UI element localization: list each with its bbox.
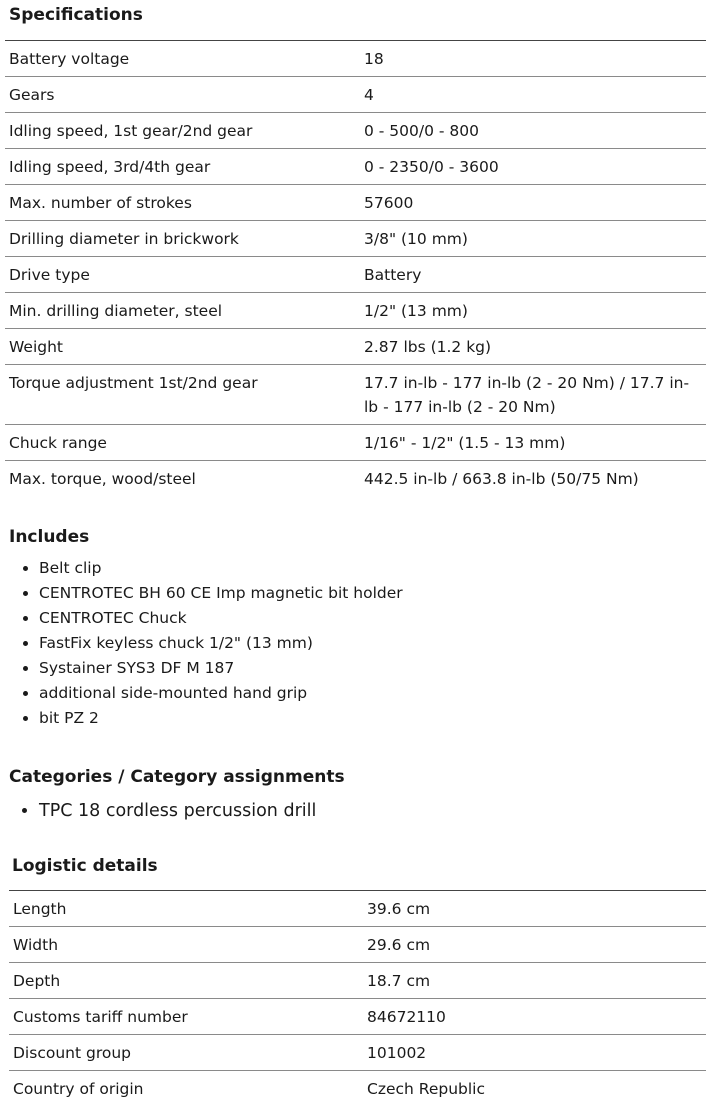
spec-value: 1/16" - 1/2" (1.5 - 13 mm) bbox=[364, 434, 566, 452]
spec-label: Gears bbox=[9, 86, 55, 104]
table-row bbox=[5, 41, 706, 77]
spec-label: Drive type bbox=[9, 266, 90, 284]
spec-label: Torque adjustment 1st/2nd gear bbox=[9, 374, 258, 392]
category-link[interactable]: • TPC 18 cordless percussion drill bbox=[39, 798, 316, 824]
specifications-table bbox=[5, 40, 706, 496]
spec-label: Chuck range bbox=[9, 434, 107, 452]
specifications-title: Specifications bbox=[9, 5, 143, 25]
logistic-label: Customs tariff number bbox=[13, 1008, 188, 1026]
list-item: • FastFix keyless chuck 1/2" (13 mm) bbox=[39, 631, 403, 656]
spec-label: Idling speed, 1st gear/2nd gear bbox=[9, 122, 253, 140]
spec-value: 1/2" (13 mm) bbox=[364, 302, 468, 320]
spec-value: 2.87 lbs (1.2 kg) bbox=[364, 338, 492, 356]
logistic-label: Depth bbox=[13, 972, 61, 990]
table-row bbox=[5, 77, 706, 113]
spec-value: 0 - 500/0 - 800 bbox=[364, 122, 480, 140]
list-item: • Systainer SYS3 DF M 187 bbox=[39, 656, 403, 681]
spec-value: 3/8" (10 mm) bbox=[364, 230, 468, 248]
spec-label: Idling speed, 3rd/4th gear bbox=[9, 158, 211, 176]
logistic-value: 84672110 bbox=[367, 1008, 446, 1026]
list-item: • Belt clip bbox=[39, 556, 403, 581]
spec-value: 17.7 in-lb - 177 in-lb (2 - 20 Nm) / 17.7 in-lb - 177 in-lb (2 - 20 Nm) bbox=[364, 374, 690, 416]
logistic-value: 101002 bbox=[367, 1044, 427, 1062]
table-row bbox=[9, 1071, 706, 1106]
table-row bbox=[9, 1035, 706, 1071]
spec-label: Max. torque, wood/steel bbox=[9, 470, 196, 488]
logistic-label: Length bbox=[13, 900, 67, 918]
logistic-value: 18.7 cm bbox=[367, 972, 431, 990]
spec-label: Weight bbox=[9, 338, 64, 356]
spec-value: 57600 bbox=[364, 194, 414, 212]
table-row bbox=[5, 149, 706, 185]
includes-list bbox=[20, 556, 403, 731]
spec-value: 4 bbox=[364, 86, 374, 104]
includes-title: Includes bbox=[9, 527, 90, 547]
logistics-title: Logistic details bbox=[12, 856, 158, 876]
logistic-value: Czech Republic bbox=[367, 1080, 486, 1098]
table-row bbox=[9, 963, 706, 999]
list-item: • additional side-mounted hand grip bbox=[39, 681, 403, 706]
table-row bbox=[9, 891, 706, 927]
list-item: • bit PZ 2 bbox=[39, 706, 403, 731]
table-row bbox=[5, 185, 706, 221]
table-row bbox=[5, 113, 706, 149]
spec-label: Min. drilling diameter, steel bbox=[9, 302, 223, 320]
spec-label: Battery voltage bbox=[9, 50, 130, 68]
table-row bbox=[9, 999, 706, 1035]
spec-value: Battery bbox=[364, 266, 422, 284]
table-row bbox=[5, 461, 706, 496]
table-row bbox=[5, 365, 706, 425]
categories-list bbox=[20, 798, 316, 824]
table-row bbox=[9, 927, 706, 963]
list-item: • CENTROTEC Chuck bbox=[39, 606, 403, 631]
spec-label: Drilling diameter in brickwork bbox=[9, 230, 239, 248]
table-row bbox=[5, 425, 706, 461]
logistic-label: Discount group bbox=[13, 1044, 131, 1062]
logistic-value: 39.6 cm bbox=[367, 900, 431, 918]
table-row bbox=[5, 257, 706, 293]
table-row bbox=[5, 221, 706, 257]
spec-value: 442.5 in-lb / 663.8 in-lb (50/75 Nm) bbox=[364, 470, 639, 488]
logistic-label: Width bbox=[13, 936, 59, 954]
spec-value: 0 - 2350/0 - 3600 bbox=[364, 158, 499, 176]
spec-label: Max. number of strokes bbox=[9, 194, 192, 212]
logistics-table bbox=[9, 890, 706, 1106]
list-item: • CENTROTEC BH 60 CE Imp magnetic bit holder bbox=[39, 581, 403, 606]
spec-value: 18 bbox=[364, 50, 384, 68]
table-row bbox=[5, 329, 706, 365]
categories-title: Categories / Category assignments bbox=[9, 767, 345, 787]
logistic-label: Country of origin bbox=[13, 1080, 144, 1098]
table-row bbox=[5, 293, 706, 329]
logistic-value: 29.6 cm bbox=[367, 936, 431, 954]
